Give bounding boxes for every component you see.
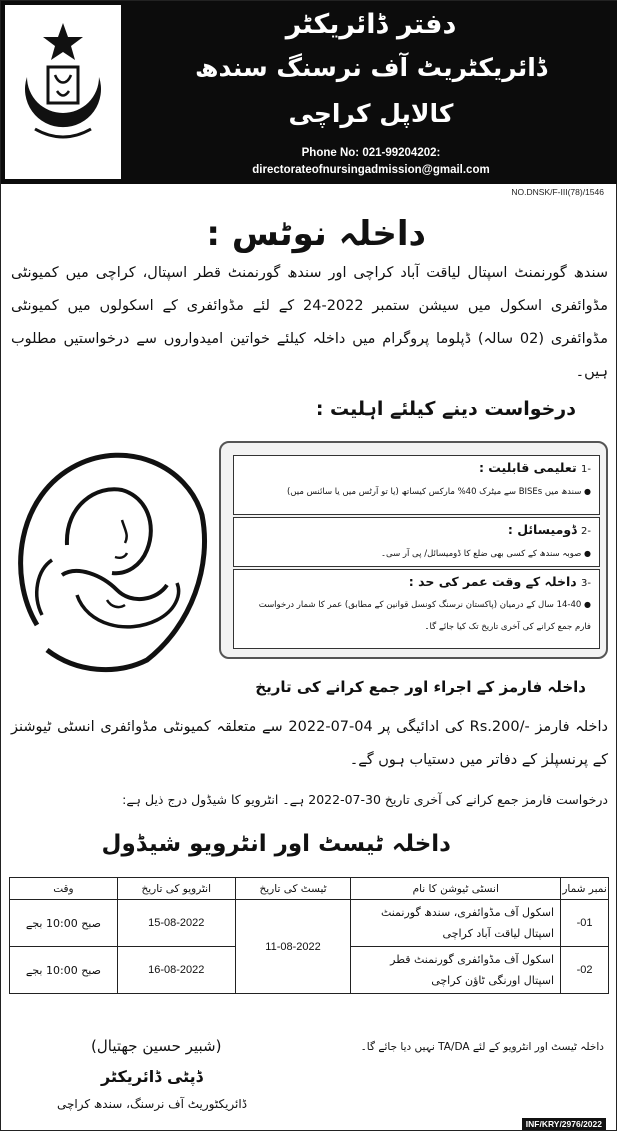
header-line-directorate: ڈائریکٹریٹ آف نرسنگ سندھ bbox=[195, 53, 547, 82]
section-title: ڈومیسائل : bbox=[507, 522, 577, 537]
header-line-office: دفتر ڈائریکٹر bbox=[285, 9, 457, 40]
forms-heading: داخلہ فارمز کے اجراء اور جمع کرانے کی تاریخ bbox=[255, 678, 586, 696]
header-banner bbox=[1, 1, 617, 184]
eligibility-education bbox=[233, 455, 600, 515]
section-item: 14-40 سال کے درمیان (پاکستان نرسنگ کونسل قوانین کے مطابق) عمر کا شمار درخواست فارم جمع کرانے کی آخری تاریخ تک کیا جائے گا۔ bbox=[258, 600, 591, 632]
table-row bbox=[10, 900, 609, 947]
interview-date-cell: 16-08-2022 bbox=[117, 947, 235, 994]
bullet-icon: ● bbox=[584, 549, 591, 558]
test-date-cell: 11-08-2022 bbox=[235, 900, 351, 994]
eligibility-box bbox=[219, 441, 608, 659]
time-cell: صبح 10:00 بجے bbox=[10, 947, 118, 994]
interview-date-cell: 15-08-2022 bbox=[117, 900, 235, 947]
institution-cell: اسکول آف مڈوائفری، سندھ گورنمنٹ اسپتال لیاقت آباد کراچی bbox=[351, 900, 561, 947]
section-title: تعلیمی قابلیت : bbox=[478, 460, 577, 475]
column-header: وقت bbox=[10, 878, 118, 900]
section-number: -2 bbox=[581, 526, 591, 537]
forms-issue-text: داخلہ فارمز -/Rs.200 کی ادائیگی پر 04-07-2022 سے متعلقہ کمیونٹی مڈوائفری انسٹی ٹیوشنز کے پرنسپلز کے دفاتر میں دستیاب ہوں گے۔ bbox=[11, 719, 608, 768]
reference-number: NO.DNSK/F-III(78)/1546 bbox=[511, 187, 604, 197]
section-item: سندھ میں BISEs سے میٹرک 40% مارکس کیساتھ (یا تو آرٹس میں یا سائنس میں) bbox=[286, 487, 582, 497]
contact-info bbox=[131, 145, 611, 179]
eligibility-domicile bbox=[233, 517, 600, 567]
section-item: صوبہ سندھ کے کسی بھی ضلع کا ڈومیسائل/ پی آر سی۔ bbox=[381, 549, 582, 559]
emblem-icon bbox=[13, 19, 113, 169]
email-address: directorateofnursingadmission@gmail.com bbox=[252, 164, 490, 176]
mother-child-illustration bbox=[7, 425, 212, 675]
bullet-icon: ● bbox=[584, 487, 591, 496]
signatory-name: (شبیر حسین جھتیال) bbox=[91, 1037, 222, 1055]
section-title: داخلہ کے وقت عمر کی حد : bbox=[408, 574, 577, 589]
bullet-icon: ● bbox=[584, 600, 591, 609]
section-number: -3 bbox=[581, 578, 591, 589]
schedule-heading: داخلہ ٹیسٹ اور انٹرویو شیڈول bbox=[101, 831, 451, 857]
header-line-location: کالاپل کراچی bbox=[288, 99, 454, 128]
notice-paragraph: سندھ گورنمنٹ اسپتال لیاقت آباد کراچی اور سندھ گورنمنٹ قطر اسپتال، کراچی میں کمیونٹی مڈوائفری اسکول میں سیشن ستمبر 2022-24 کے لئے مڈوائفری کے اسکولوں میں کمیونٹی مڈوائفری (02 سالہ) ڈپلوما پروگرام میں داخلہ کیلئے خواتین امیدواروں سے درخواستیں مطلوب ہیں۔ bbox=[11, 265, 608, 380]
eligibility-heading: درخواست دینے کیلئے اہلیت : bbox=[315, 398, 576, 420]
forms-deadline-text: درخواست فارمز جمع کرانے کی آخری تاریخ 30-07-2022 ہے۔ انٹرویو کا شیڈول درج ذیل ہے: bbox=[122, 792, 608, 807]
institution-cell: اسکول آف مڈوائفری گورنمنٹ قطر اسپتال اورنگی ٹاؤن کراچی bbox=[351, 947, 561, 994]
table-header-row bbox=[10, 878, 609, 900]
schedule-table bbox=[9, 877, 609, 994]
column-header: انسٹی ٹیوشن کا نام bbox=[351, 878, 561, 900]
sindh-government-logo bbox=[5, 5, 121, 179]
column-header: انٹرویو کی تاریخ bbox=[117, 878, 235, 900]
publication-reference: INF/KRY/2976/2022 bbox=[522, 1118, 606, 1130]
time-cell: صبح 10:00 بجے bbox=[10, 900, 118, 947]
column-header: ٹیسٹ کی تاریخ bbox=[235, 878, 351, 900]
section-number: -1 bbox=[581, 464, 591, 475]
phone-number: Phone No: 021-99204202: bbox=[301, 147, 441, 159]
notice-title: داخلہ نوٹس : bbox=[206, 214, 426, 254]
ta-da-note: داخلہ ٹیسٹ اور انٹرویو کے لئے TA/DA نہیں دیا جائے گا۔ bbox=[360, 1041, 604, 1053]
signatory-title: ڈپٹی ڈائریکٹر bbox=[101, 1067, 203, 1086]
serial-cell: -02 bbox=[561, 947, 609, 994]
serial-cell: -01 bbox=[561, 900, 609, 947]
eligibility-age-limit bbox=[233, 569, 600, 649]
signatory-organization: ڈائریکٹوریٹ آف نرسنگ، سندھ کراچی bbox=[57, 1097, 248, 1111]
column-header: نمبر شمار bbox=[561, 878, 609, 900]
